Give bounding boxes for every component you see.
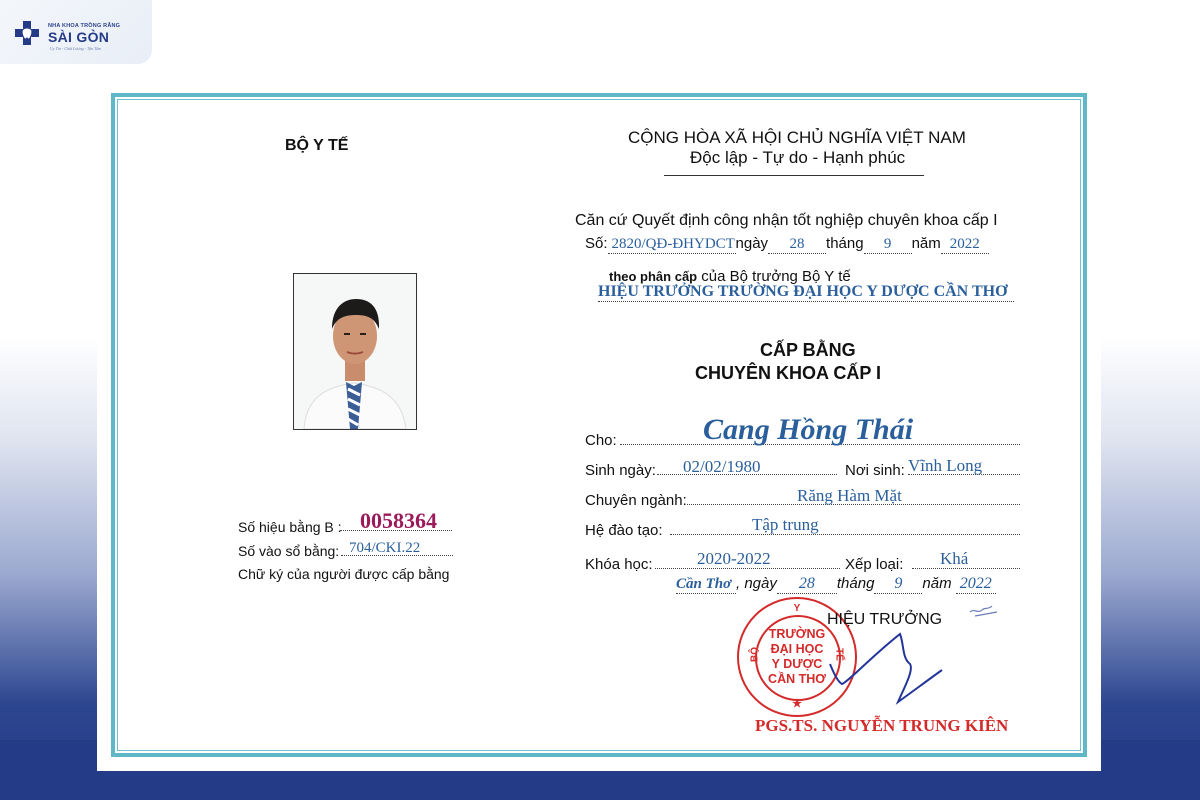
decision-so-label: Số: [585,235,608,252]
stamp-line-3: Y DƯỢC [771,657,823,671]
stamp-right: TẾ [833,648,845,661]
field-major-label: Chuyên ngành: [585,492,687,509]
signature-icon [820,600,1020,710]
issue-date-row [676,575,996,594]
serial-value: 0058364 [360,508,437,533]
decision-nam-label: năm [911,235,941,252]
field-mode-label: Hệ đào tạo: [585,522,663,539]
basis-text: Căn cứ Quyết định công nhận tốt nghiệp chuyên khoa cấp I [575,212,998,229]
decision-row [585,235,989,254]
field-rank-label: Xếp loại: [845,556,904,573]
stamp-line-2: ĐẠI HỌC [770,642,824,656]
brand-logo [0,0,152,64]
field-mode-value: Tập trung [752,515,819,534]
field-dob-value: 02/02/1980 [683,457,761,476]
field-cho-value: Cang Hồng Thái [703,413,914,446]
nation-title: CỘNG HÒA XÃ HỘI CHỦ NGHĨA VIỆT NAM [628,128,966,147]
field-course-value: 2020-2022 [697,549,771,568]
field-pob-label: Nơi sinh: [845,462,905,479]
stamp-star-icon: ★ [792,698,802,710]
field-cho-label: Cho: [585,432,617,449]
motto-underline [664,175,924,176]
decision-day: 28 [789,236,805,252]
register-value: 704/CKI.22 [349,540,421,556]
serial-label: Số hiệu bằng B : [238,519,342,535]
field-rank-value: Khá [940,549,969,568]
stamp-line-1: TRƯỜNG [768,627,826,641]
stamp-line-4: CẦN THƠ [768,672,826,686]
holder-signature-label: Chữ ký của người được cấp bằng [238,566,450,582]
brand-small-label: NHA KHOA TRỒNG RĂNG [48,23,121,29]
field-pob-value: Vĩnh Long [908,456,983,475]
issuer-title: BỘ Y TẾ [285,137,349,154]
register-label: Số vào sổ bằng: [238,543,340,559]
issue-month: 9 [894,575,903,592]
portrait-image [294,274,416,429]
stamp-top: Y [793,603,801,614]
decision-number: 2820/QĐ-ĐHYDCT [611,236,735,252]
issue-day: 28 [798,575,815,592]
brand-name: SÀI GÒN [48,29,110,45]
signer-title: HIỆU TRƯỞNG [827,611,943,628]
delegation-bold: theo phân cấp [609,269,698,284]
stamp-left: BỘ [749,647,761,662]
decision-year: 2022 [949,236,980,252]
heading-cap-bang: CẤP BẰNG [760,340,856,360]
granting-authority: HIỆU TRƯỞNG TRƯỜNG ĐẠI HỌC Y DƯỢC CẦN THƠ [598,283,1014,302]
signer-name: PGS.TS. NGUYỄN TRUNG KIÊN [755,716,1009,735]
heading-chuyen-khoa: CHUYÊN KHOA CẤP I [695,363,882,383]
issue-year: 2022 [959,575,992,592]
field-course-label: Khóa học: [585,556,653,573]
issue-ngay-label: , ngày [736,575,777,592]
decision-thang-label: tháng [826,235,864,252]
issue-nam-label: năm [922,575,952,592]
field-major-value: Răng Hàm Mặt [797,486,902,505]
brand-tagline: Uy Tín - Chất Lượng - Tận Tâm [50,46,102,51]
issue-thang-label: tháng [836,575,875,592]
decision-month: 9 [883,236,892,252]
field-mode-line [670,518,1020,540]
dental-cross-icon [14,20,40,46]
issue-place: Cần Thơ [676,576,732,592]
motto: Độc lập - Tự do - Hạnh phúc [690,148,906,167]
decision-ngay-label: ngày [735,235,769,252]
delegation-rest: của Bộ trưởng Bộ Y tế [701,268,851,285]
field-dob-label: Sinh ngày: [585,462,656,479]
holder-photo [293,273,417,430]
